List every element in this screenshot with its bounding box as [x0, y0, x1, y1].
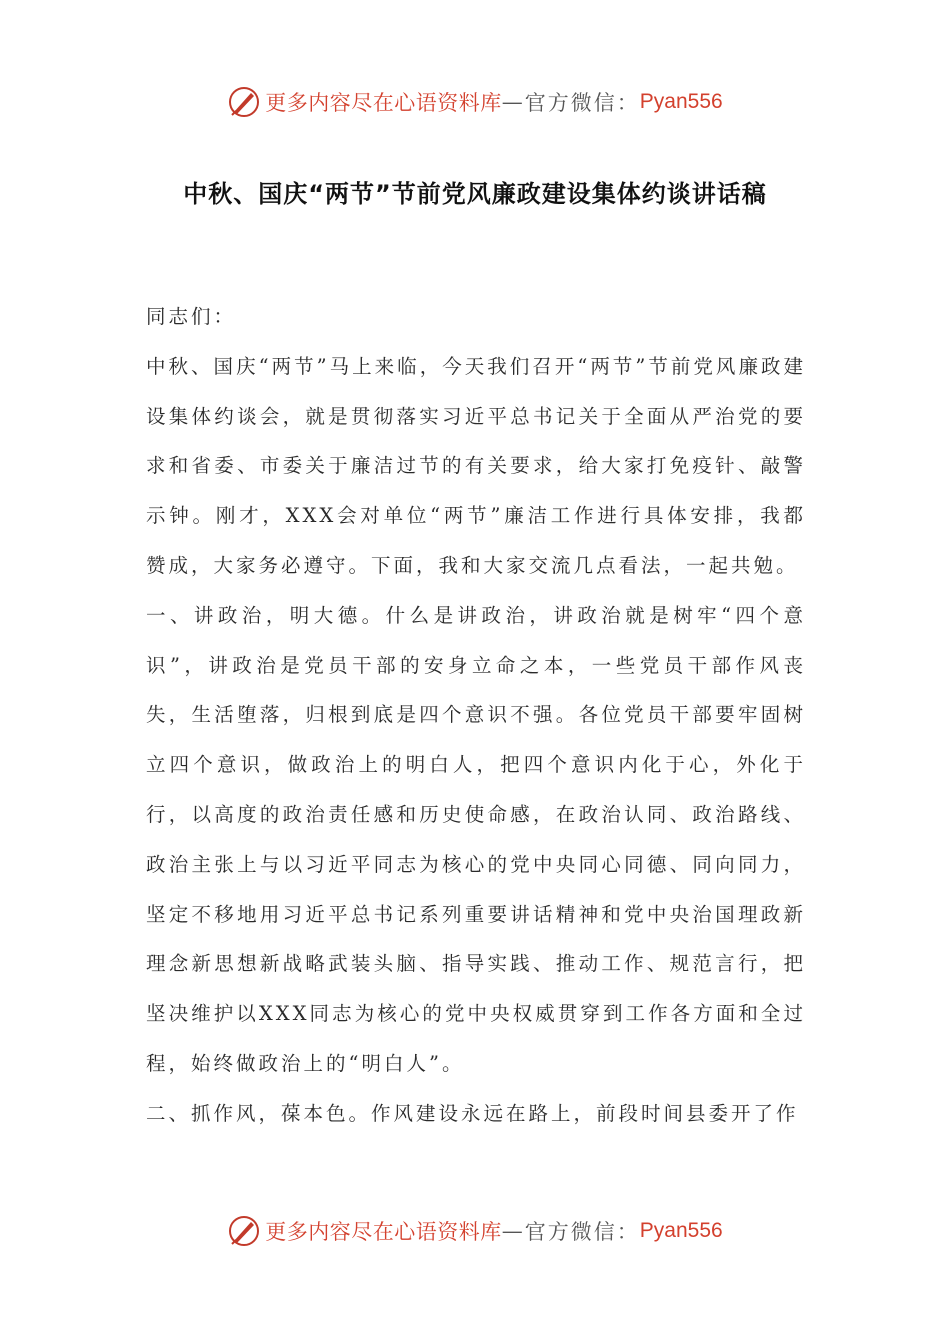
- watermark-wechat-id: Pyan556: [639, 90, 723, 113]
- watermark-dash: —: [501, 90, 525, 114]
- paragraph: 一、讲政治，明大德。什么是讲政治，讲政治就是树牢“四个意识”，讲政治是党员干部的安身立命之本，一些党员干部作风丧失，生活堕落，归根到底是四个意识不强。各位党员干部要牢固树立四个意识，做政治上的明白人，把四个意识内化于心，外化于行，以高度的政治责任感和历史使命感，在政治认同、政治路线、政治主张上与以习近平同志为核心的党中央同心同德、同向同力，坚定不移地用习近平总书记系列重要讲话精神和党中央治国理政新理念新思想新战略武装头脑、指导实践、推动工作、规范言行，把坚决维护以XXX同志为核心的党中央权威贯穿到工作各方面和全过程，始终做政治上的“明白人”。: [146, 603, 806, 1075]
- watermark-wechat-id: Pyan556: [639, 1219, 723, 1242]
- quill-logo-icon: [227, 1214, 261, 1248]
- document-body: [146, 292, 806, 1139]
- quill-logo-icon: [227, 85, 261, 119]
- watermark-label: 官方微信：: [524, 1220, 640, 1244]
- header-watermark: [0, 82, 950, 122]
- footer-watermark: [0, 1211, 950, 1251]
- paragraph: 中秋、国庆“两节”马上来临，今天我们召开“两节”节前党风廉政建设集体约谈会，就是贯彻落实习近平总书记关于全面从严治党的要求和省委、市委关于廉洁过节的有关要求，给大家打免疫针、敲警示钟。刚才，XXX会对单位“两节”廉洁工作进行具体安排，我都赞成，大家务必遵守。下面，我和大家交流几点看法，一起共勉。: [146, 354, 806, 577]
- document-title: 中秋、国庆“两节”节前党风廉政建设集体约谈讲话稿: [183, 180, 767, 208]
- watermark-label: 官方微信：: [524, 91, 640, 115]
- watermark-dash: —: [501, 1219, 525, 1243]
- watermark-site: 更多内容尽在心语资料库: [265, 91, 502, 115]
- watermark-site: 更多内容尽在心语资料库: [265, 1220, 502, 1244]
- greeting: 同志们：: [146, 305, 237, 328]
- paragraph: 二、抓作风，葆本色。作风建设永远在路上，前段时间县委开了作: [146, 1101, 799, 1125]
